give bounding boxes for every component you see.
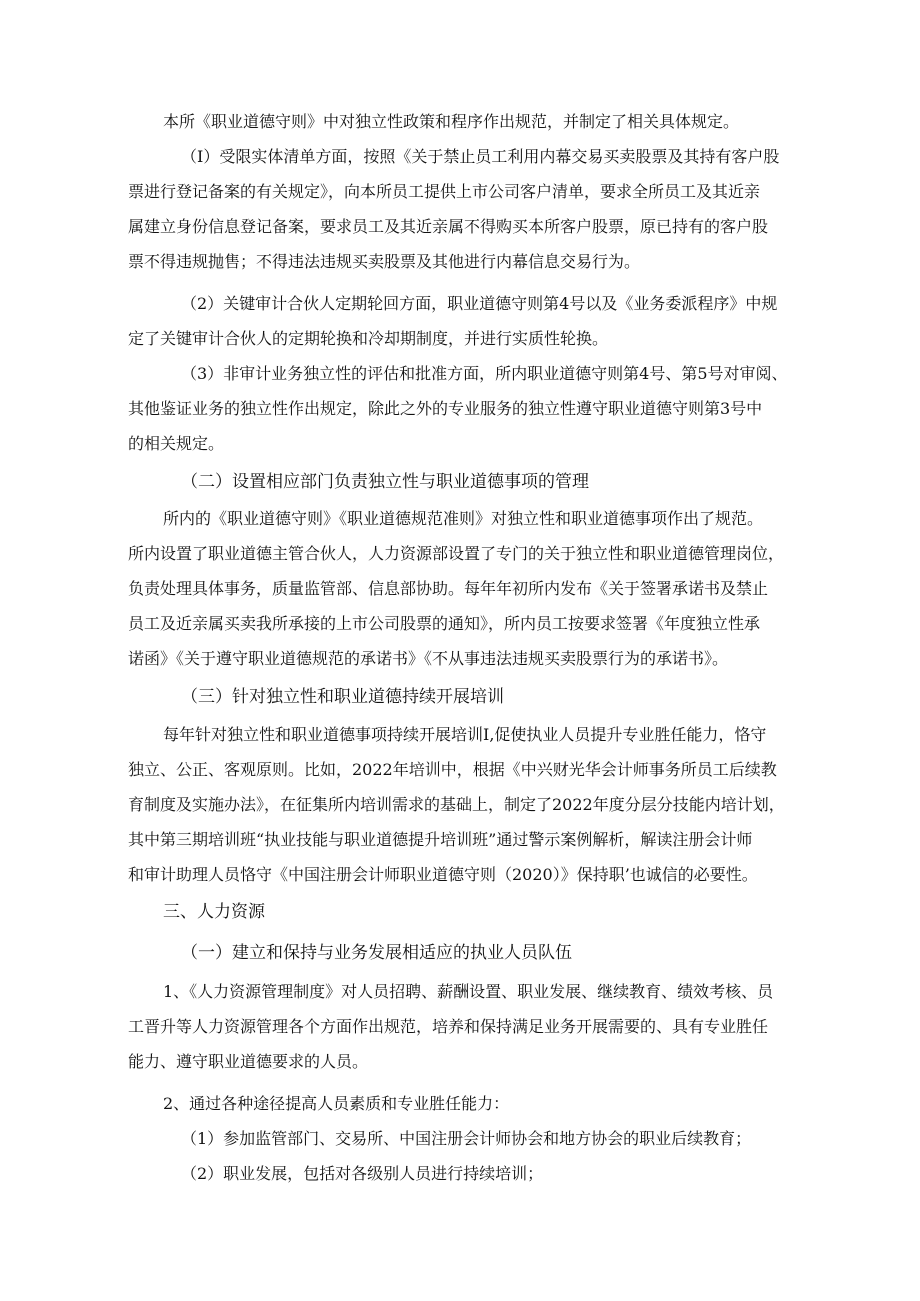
body-text-line: 票不得违规抛售；不得违法违规买卖股票及其他进行内幕信息交易行为。: [128, 252, 641, 271]
body-text-line: 定了关键审计合伙人的定期轮换和冷却期制度，并进行实质性轮换。: [128, 329, 609, 348]
body-text-line: 的相关规定。: [128, 434, 225, 453]
body-text-line: 其他鉴证业务的独立性作出规定，除此之外的专业服务的独立性遵守职业道德守则第3号中: [128, 399, 763, 418]
body-text-line: 和审计助理人员恪守《中国注册会计师职业道德守则（2020）》保持职’也诚信的必要性。: [128, 865, 758, 884]
section-heading: （一）建立和保持与业务发展相适应的执业人员队伍: [181, 943, 572, 963]
body-text-line: 所内的《职业道德守则》《职业道德规范准则》对独立性和职业道德事项作出了规范。: [163, 509, 764, 528]
list-item-line: （I）受限实体清单方面，按照《关于禁止员工利用内幕交易买卖股票及其持有客户股: [181, 147, 780, 166]
body-text-line: 工晋升等人力资源管理各个方面作出规范，培养和保持满足业务开展需要的、具有专业胜任: [128, 1017, 769, 1036]
body-text-line: 能力、遵守职业道德要求的人员。: [128, 1052, 369, 1071]
body-text-line: 独立、公正、客观原则。比如，2022年培训中，根据《中兴财光华会计师事务所员工后续教: [128, 760, 777, 779]
section-heading: （三）针对独立性和职业道德持续开展培训: [181, 687, 504, 707]
body-text-line: 属建立身份信息登记备案，要求员工及其近亲属不得购买本所客户股票，原已持有的客户股: [128, 217, 769, 236]
chapter-heading: 三、人力资源: [163, 902, 265, 922]
body-text-line: 所内设置了职业道德主管合伙人，人力资源部设置了专门的关于独立性和职业道德管理岗位，: [128, 544, 785, 563]
body-text-line: 负责处理具体事务，质量监管部、信息部协助。每年年初所内发布《关于签署承诺书及禁止: [128, 579, 769, 598]
list-item-line: （2）职业发展，包括对各级别人员进行持续培训；: [181, 1164, 544, 1183]
body-text-line: 其中第三期培训班“执业技能与职业道德提升培训班”通过警示案例解析，解读注册会计师: [128, 830, 753, 849]
list-item-line: （2）关键审计合伙人定期轮回方面，职业道德守则第4号以及《业务委派程序》中规: [181, 294, 778, 313]
list-item-line: （3）非审计业务独立性的评估和批准方面，所内职业道德守则第4号、第5号对审阅、: [181, 364, 788, 383]
body-text-line: 育制度及实施办法》，在征集所内培训需求的基础上，制定了2022年度分层分技能内培计划，: [128, 795, 785, 814]
body-text-line: 每年针对独立性和职业道德事项持续开展培训I,促使执业人员提升专业胜任能力，恪守: [163, 725, 767, 744]
body-text-line: 诺函》《关于遵守职业道德规范的承诺书》《不从事违法违规买卖股票行为的承诺书》。: [128, 649, 729, 668]
section-heading: （二）设置相应部门负责独立性与职业道德事项的管理: [181, 472, 589, 492]
body-text-line: 1、《人力资源管理制度》对人员招聘、薪酬设置、职业发展、继续教育、绩效考核、员: [163, 982, 774, 1001]
body-text-line: 员工及近亲属买卖我所承接的上市公司股票的通知》，所内员工按要求签署《年度独立性承: [128, 614, 761, 633]
list-item-line: （1）参加监管部门、交易所、中国注册会计师协会和地方协会的职业后续教育；: [181, 1129, 752, 1148]
body-text-line: 2、通过各种途径提高人员素质和专业胜任能力：: [163, 1094, 510, 1113]
body-text-line: 票进行登记备案的有关规定》，向本所员工提供上市公司客户清单，要求全所员工及其近亲: [128, 182, 761, 201]
body-text-line: 本所《职业道德守则》中对独立性政策和程序作出规范，并制定了相关具体规定。: [163, 112, 740, 131]
